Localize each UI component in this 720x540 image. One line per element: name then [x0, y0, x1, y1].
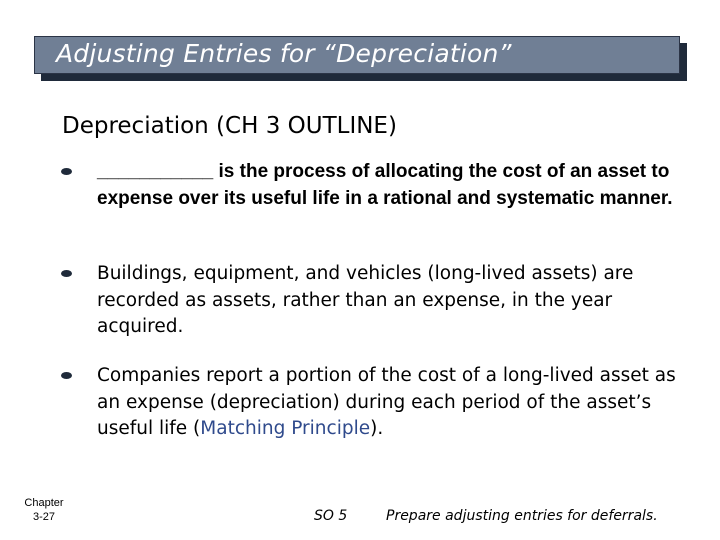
bullet-long-lived-assets: Buildings, equipment, and vehicles (long-lived assets) are recorded as assets, rather than an expense, in the year acquired. [97, 263, 634, 337]
bullet-matching [97, 363, 687, 443]
bullet-icon [61, 168, 72, 175]
matching-principle-term: Matching Principle [200, 418, 371, 439]
chapter-label [19, 496, 69, 524]
bullet-matching-close: ). [370, 418, 384, 439]
bullet-icon [61, 270, 72, 277]
objective-text: Prepare adjusting entries for deferrals. [386, 508, 658, 524]
section-heading: Depreciation (CH 3 OUTLINE) [62, 113, 397, 139]
study-objective: SO 5 [314, 508, 348, 524]
bullet-definition: ___________ is the process of allocating the cost of an asset to expense over its useful life in a rational and systematic manner. [97, 161, 673, 209]
chapter-word: Chapter [24, 497, 64, 509]
slide-title: Adjusting Entries for “Depreciation” [56, 39, 512, 68]
bullet-icon [61, 372, 72, 379]
bullet-matching-text: Companies report a portion of the cost of a long-lived asset as an expense (depreciation) during each period of the asset’s useful life ( [97, 365, 676, 439]
chapter-page: 3-27 [32, 511, 56, 523]
